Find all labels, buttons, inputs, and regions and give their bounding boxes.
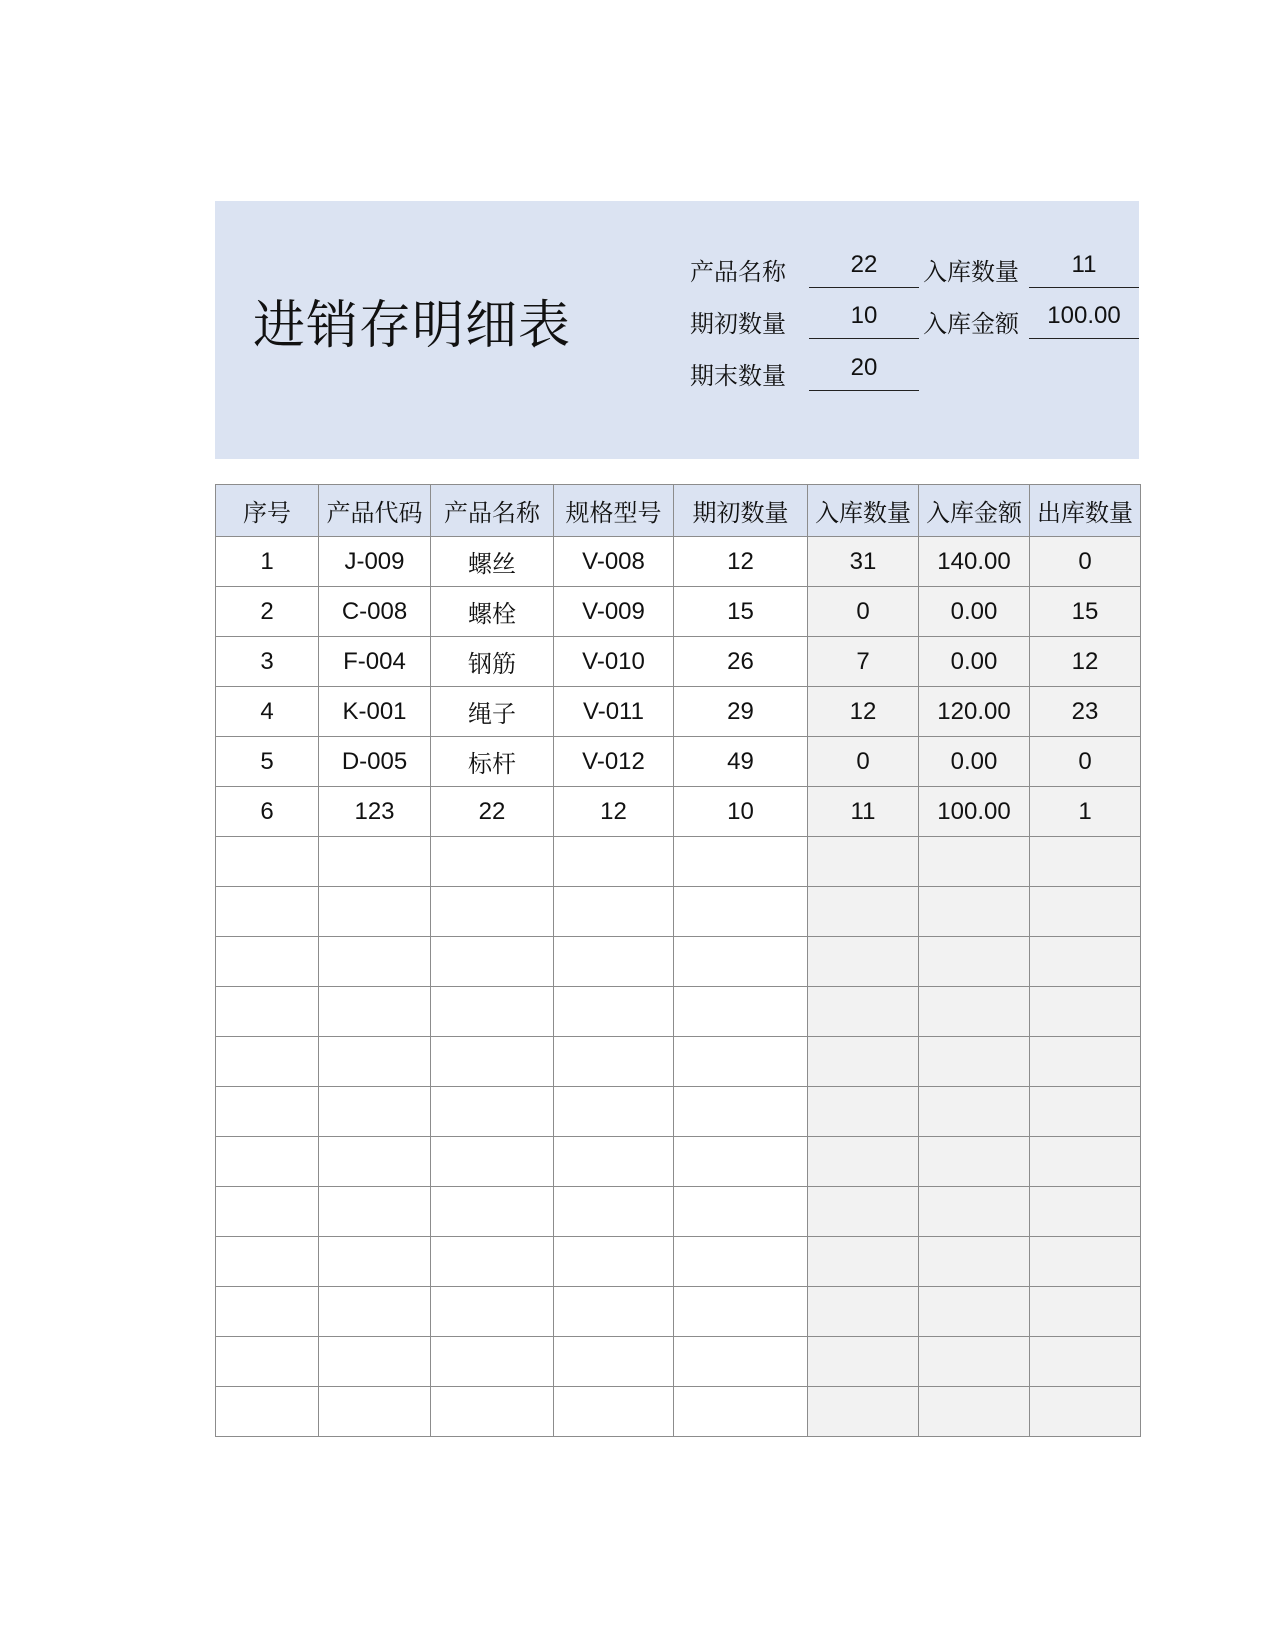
in-amount-label: 入库金额 <box>923 311 1019 338</box>
cell-opening-qty[interactable] <box>674 887 808 937</box>
cell-in-amount[interactable]: 120.00 <box>919 687 1030 737</box>
cell-spec-model[interactable]: 12 <box>554 787 674 837</box>
opening-qty-field[interactable]: 10 <box>809 298 919 339</box>
cell-out-qty[interactable] <box>1030 1187 1141 1237</box>
table-row <box>216 687 1141 737</box>
cell-product-code[interactable] <box>319 1037 431 1087</box>
cell-product-code[interactable] <box>319 1387 431 1437</box>
cell-out-qty[interactable] <box>1030 1287 1141 1337</box>
cell-spec-model[interactable]: V-008 <box>554 537 674 587</box>
cell-opening-qty[interactable] <box>674 837 808 887</box>
cell-in-qty[interactable] <box>808 937 919 987</box>
cell-in-qty[interactable] <box>808 1087 919 1137</box>
cell-index[interactable] <box>216 1237 319 1287</box>
cell-opening-qty[interactable]: 12 <box>674 537 808 587</box>
cell-product-code[interactable] <box>319 1137 431 1187</box>
cell-in-amount[interactable] <box>919 1137 1030 1187</box>
cell-index[interactable] <box>216 1287 319 1337</box>
cell-out-qty[interactable]: 0 <box>1030 537 1141 587</box>
cell-product-code[interactable] <box>319 1187 431 1237</box>
cell-product-name[interactable] <box>431 837 554 887</box>
cell-product-name[interactable] <box>431 1187 554 1237</box>
cell-opening-qty[interactable] <box>674 1037 808 1087</box>
in-qty-label: 入库数量 <box>923 259 1019 286</box>
inventory-table <box>215 484 1141 1437</box>
cell-in-qty[interactable] <box>808 1037 919 1087</box>
cell-opening-qty[interactable] <box>674 987 808 1037</box>
cell-in-qty[interactable]: 0 <box>808 587 919 637</box>
column-header-opening-qty: 期初数量 <box>674 485 808 537</box>
cell-spec-model[interactable] <box>554 937 674 987</box>
cell-index[interactable] <box>216 887 319 937</box>
table-row <box>216 737 1141 787</box>
column-header-spec-model: 规格型号 <box>554 485 674 537</box>
table-row <box>216 537 1141 587</box>
cell-in-amount[interactable] <box>919 1237 1030 1287</box>
cell-in-qty[interactable]: 31 <box>808 537 919 587</box>
cell-in-amount[interactable]: 100.00 <box>919 787 1030 837</box>
cell-product-code[interactable] <box>319 987 431 1037</box>
cell-spec-model[interactable]: V-009 <box>554 587 674 637</box>
cell-product-code[interactable] <box>319 1337 431 1387</box>
cell-index[interactable] <box>216 987 319 1037</box>
cell-in-qty[interactable]: 7 <box>808 637 919 687</box>
closing-qty-field[interactable]: 20 <box>809 350 919 391</box>
cell-in-amount[interactable] <box>919 887 1030 937</box>
cell-opening-qty[interactable] <box>674 937 808 987</box>
cell-opening-qty[interactable] <box>674 1237 808 1287</box>
cell-product-code[interactable]: F-004 <box>319 637 431 687</box>
cell-in-amount[interactable] <box>919 1287 1030 1337</box>
cell-index[interactable] <box>216 1187 319 1237</box>
cell-product-name[interactable] <box>431 1037 554 1087</box>
in-qty-field[interactable]: 11 <box>1029 247 1139 288</box>
cell-out-qty[interactable] <box>1030 1137 1141 1187</box>
table-header-row <box>216 485 1141 537</box>
table-row <box>216 887 1141 937</box>
table-row <box>216 1237 1141 1287</box>
cell-opening-qty[interactable]: 26 <box>674 637 808 687</box>
cell-spec-model[interactable] <box>554 1387 674 1437</box>
cell-out-qty[interactable] <box>1030 937 1141 987</box>
cell-in-amount[interactable] <box>919 1087 1030 1137</box>
table-row <box>216 937 1141 987</box>
cell-index[interactable] <box>216 837 319 887</box>
cell-product-name[interactable] <box>431 1137 554 1187</box>
cell-in-amount[interactable] <box>919 987 1030 1037</box>
cell-in-amount[interactable]: 140.00 <box>919 537 1030 587</box>
cell-product-name[interactable] <box>431 887 554 937</box>
cell-spec-model[interactable] <box>554 887 674 937</box>
table-row <box>216 587 1141 637</box>
cell-index[interactable]: 2 <box>216 587 319 637</box>
cell-spec-model[interactable] <box>554 987 674 1037</box>
cell-product-name[interactable]: 钢筋 <box>431 637 554 687</box>
cell-opening-qty[interactable]: 10 <box>674 787 808 837</box>
cell-index[interactable]: 6 <box>216 787 319 837</box>
header-band <box>215 201 1139 459</box>
cell-in-amount[interactable] <box>919 1187 1030 1237</box>
cell-in-amount[interactable] <box>919 1037 1030 1087</box>
table-row <box>216 837 1141 887</box>
opening-qty-label: 期初数量 <box>690 311 786 338</box>
cell-in-amount[interactable]: 0.00 <box>919 737 1030 787</box>
cell-product-code[interactable]: 123 <box>319 787 431 837</box>
cell-out-qty[interactable] <box>1030 1237 1141 1287</box>
cell-in-qty[interactable] <box>808 987 919 1037</box>
column-header-index: 序号 <box>216 485 319 537</box>
cell-in-amount[interactable] <box>919 1337 1030 1387</box>
cell-spec-model[interactable] <box>554 1137 674 1187</box>
cell-product-code[interactable]: C-008 <box>319 587 431 637</box>
cell-product-name[interactable] <box>431 1337 554 1387</box>
cell-out-qty[interactable] <box>1030 1087 1141 1137</box>
cell-spec-model[interactable] <box>554 1337 674 1387</box>
cell-spec-model[interactable]: V-010 <box>554 637 674 687</box>
cell-out-qty[interactable] <box>1030 1337 1141 1387</box>
cell-product-name[interactable]: 标杆 <box>431 737 554 787</box>
cell-out-qty[interactable]: 12 <box>1030 637 1141 687</box>
table-row <box>216 1287 1141 1337</box>
cell-opening-qty[interactable] <box>674 1287 808 1337</box>
column-header-in-amount: 入库金额 <box>919 485 1030 537</box>
table-row <box>216 1187 1141 1237</box>
table-row <box>216 1387 1141 1437</box>
cell-in-qty[interactable] <box>808 1137 919 1187</box>
cell-index[interactable] <box>216 1387 319 1437</box>
closing-qty-label: 期末数量 <box>690 363 786 390</box>
cell-opening-qty[interactable]: 29 <box>674 687 808 737</box>
cell-out-qty[interactable] <box>1030 987 1141 1037</box>
cell-index[interactable] <box>216 1087 319 1137</box>
cell-spec-model[interactable] <box>554 1037 674 1087</box>
cell-product-code[interactable] <box>319 1287 431 1337</box>
cell-product-name[interactable] <box>431 937 554 987</box>
cell-spec-model[interactable] <box>554 1187 674 1237</box>
cell-spec-model[interactable]: V-012 <box>554 737 674 787</box>
table-row <box>216 787 1141 837</box>
cell-in-qty[interactable] <box>808 887 919 937</box>
cell-product-code[interactable] <box>319 837 431 887</box>
cell-in-amount[interactable]: 0.00 <box>919 637 1030 687</box>
page-title: 进销存明细表 <box>253 297 572 355</box>
cell-opening-qty[interactable] <box>674 1337 808 1387</box>
cell-out-qty[interactable]: 1 <box>1030 787 1141 837</box>
cell-in-amount[interactable] <box>919 1387 1030 1437</box>
table-row <box>216 1337 1141 1387</box>
cell-spec-model[interactable] <box>554 1287 674 1337</box>
cell-out-qty[interactable]: 15 <box>1030 587 1141 637</box>
cell-index[interactable]: 3 <box>216 637 319 687</box>
cell-spec-model[interactable] <box>554 1087 674 1137</box>
cell-out-qty[interactable] <box>1030 887 1141 937</box>
cell-out-qty[interactable]: 23 <box>1030 687 1141 737</box>
cell-index[interactable]: 5 <box>216 737 319 787</box>
cell-product-name[interactable]: 螺丝 <box>431 537 554 587</box>
cell-index[interactable] <box>216 937 319 987</box>
cell-product-name[interactable] <box>431 1387 554 1437</box>
cell-opening-qty[interactable] <box>674 1187 808 1237</box>
cell-index[interactable]: 1 <box>216 537 319 587</box>
cell-product-code[interactable]: D-005 <box>319 737 431 787</box>
table-row <box>216 637 1141 687</box>
cell-out-qty[interactable]: 0 <box>1030 737 1141 787</box>
cell-in-qty[interactable] <box>808 1337 919 1387</box>
cell-index[interactable] <box>216 1137 319 1187</box>
cell-index[interactable]: 4 <box>216 687 319 737</box>
cell-in-amount[interactable] <box>919 837 1030 887</box>
cell-opening-qty[interactable]: 49 <box>674 737 808 787</box>
cell-in-qty[interactable]: 11 <box>808 787 919 837</box>
column-header-out-qty: 出库数量 <box>1030 485 1141 537</box>
cell-in-amount[interactable]: 0.00 <box>919 587 1030 637</box>
cell-opening-qty[interactable]: 15 <box>674 587 808 637</box>
cell-out-qty[interactable] <box>1030 1387 1141 1437</box>
cell-index[interactable] <box>216 1337 319 1387</box>
cell-opening-qty[interactable] <box>674 1137 808 1187</box>
cell-product-code[interactable]: J-009 <box>319 537 431 587</box>
cell-in-qty[interactable]: 0 <box>808 737 919 787</box>
cell-index[interactable] <box>216 1037 319 1087</box>
column-header-in-qty: 入库数量 <box>808 485 919 537</box>
cell-product-name[interactable] <box>431 1087 554 1137</box>
cell-product-code[interactable] <box>319 1237 431 1287</box>
cell-product-name[interactable]: 22 <box>431 787 554 837</box>
cell-product-name[interactable] <box>431 1237 554 1287</box>
cell-opening-qty[interactable] <box>674 1387 808 1437</box>
cell-in-qty[interactable] <box>808 837 919 887</box>
cell-product-name[interactable]: 螺栓 <box>431 587 554 637</box>
cell-in-qty[interactable] <box>808 1387 919 1437</box>
cell-in-amount[interactable] <box>919 937 1030 987</box>
cell-in-qty[interactable] <box>808 1287 919 1337</box>
cell-product-code[interactable] <box>319 1087 431 1137</box>
product-name-label: 产品名称 <box>690 259 786 286</box>
cell-product-name[interactable] <box>431 1287 554 1337</box>
cell-product-code[interactable] <box>319 937 431 987</box>
cell-product-name[interactable]: 绳子 <box>431 687 554 737</box>
table-row <box>216 1037 1141 1087</box>
cell-product-code[interactable]: K-001 <box>319 687 431 737</box>
cell-out-qty[interactable] <box>1030 1037 1141 1087</box>
in-amount-field[interactable]: 100.00 <box>1029 298 1139 339</box>
cell-product-code[interactable] <box>319 887 431 937</box>
column-header-product-code: 产品代码 <box>319 485 431 537</box>
product-name-field[interactable]: 22 <box>809 247 919 288</box>
column-header-product-name: 产品名称 <box>431 485 554 537</box>
table-row <box>216 1087 1141 1137</box>
cell-in-qty[interactable] <box>808 1187 919 1237</box>
cell-out-qty[interactable] <box>1030 837 1141 887</box>
cell-opening-qty[interactable] <box>674 1087 808 1137</box>
cell-spec-model[interactable]: V-011 <box>554 687 674 737</box>
cell-spec-model[interactable] <box>554 1237 674 1287</box>
cell-spec-model[interactable] <box>554 837 674 887</box>
cell-in-qty[interactable]: 12 <box>808 687 919 737</box>
cell-product-name[interactable] <box>431 987 554 1037</box>
table-row <box>216 1137 1141 1187</box>
table-row <box>216 987 1141 1037</box>
cell-in-qty[interactable] <box>808 1237 919 1287</box>
